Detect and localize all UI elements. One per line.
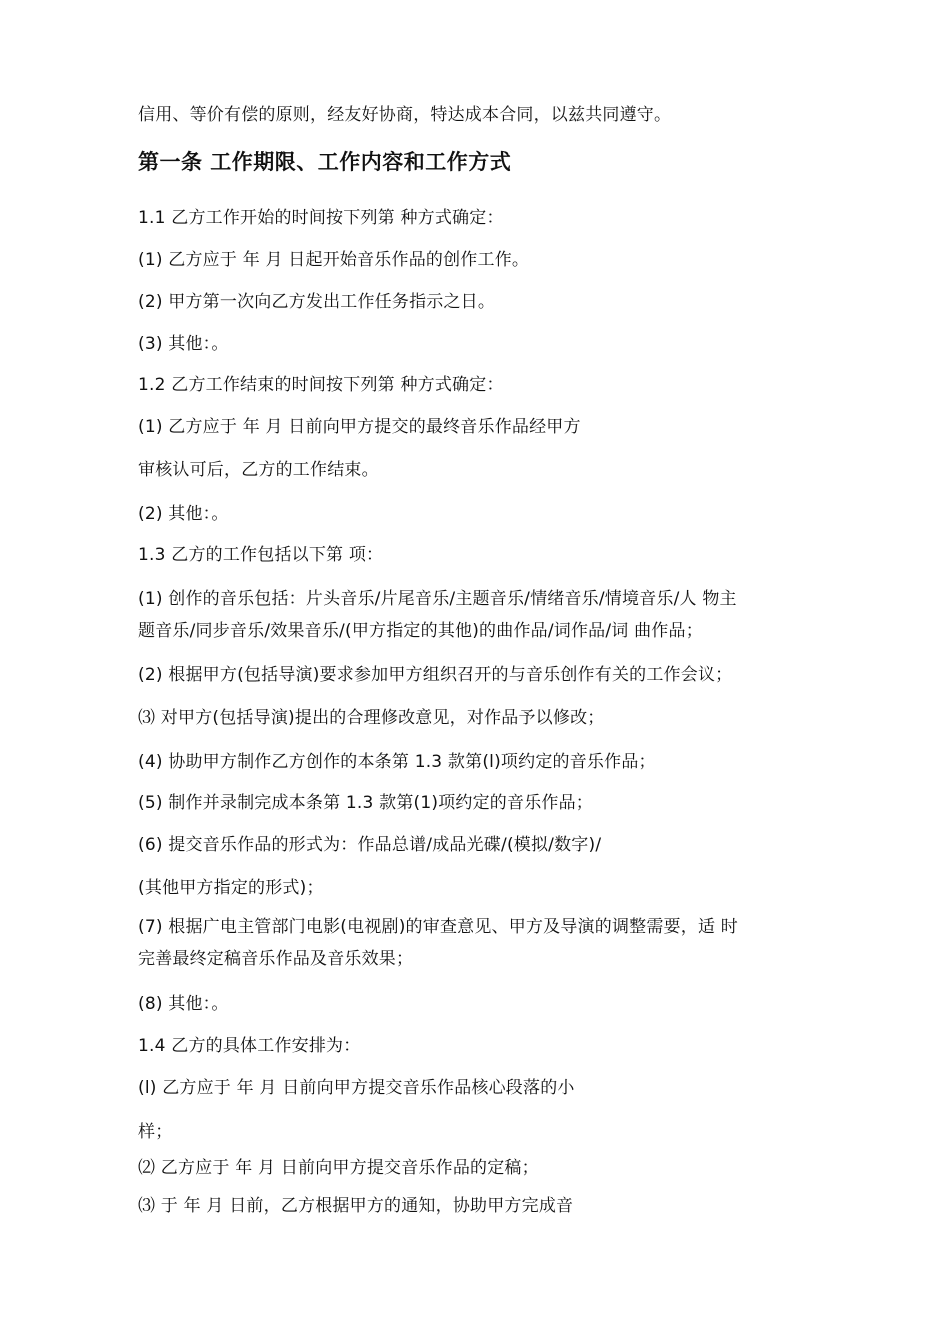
- clause-1-3-item-4: (4) 协助甲方制作乙方创作的本条第 1.3 款第(l)项约定的音乐作品；: [138, 752, 656, 772]
- clause-1-2-item-1: (1) 乙方应于 年 月 日前向甲方提交的最终音乐作品经甲方: [138, 417, 581, 437]
- clause-1-3-item-7: (7) 根据广电主管部门电影(电视剧)的审查意见、甲方及导演的调整需要，适 时: [138, 917, 738, 937]
- clause-1-3-item-1: (1) 创作的音乐包括：片头音乐/片尾音乐/主题音乐/情绪音乐/情境音乐/人 物主: [138, 589, 737, 609]
- clause-1-3: 1.3 乙方的工作包括以下第 项：: [138, 545, 384, 565]
- clause-1-3-item-3: ⑶ 对甲方(包括导演)提出的合理修改意见，对作品予以修改；: [138, 708, 605, 728]
- clause-1-4-item-1-cont: 样；: [138, 1122, 173, 1142]
- clause-1-4-item-1: (l) 乙方应于 年 月 日前向甲方提交音乐作品核心段落的小: [138, 1078, 575, 1098]
- clause-1-1: 1.1 乙方工作开始的时间按下列第 种方式确定：: [138, 208, 504, 228]
- clause-1-4-item-3: ⑶ 于 年 月 日前，乙方根据甲方的通知，协助甲方完成音: [138, 1196, 574, 1216]
- clause-1-2-item-2: (2) 其他：。: [138, 504, 229, 524]
- intro-paragraph: 信用、等价有偿的原则，经友好协商，特达成本合同，以兹共同遵守。: [138, 105, 672, 125]
- clause-1-4: 1.4 乙方的具体工作安排为：: [138, 1036, 361, 1056]
- clause-1-3-item-1-cont: 题音乐/同步音乐/效果音乐/(甲方指定的其他)的曲作品/词作品/词 曲作品；: [138, 621, 703, 641]
- clause-1-3-item-5: (5) 制作并录制完成本条第 1.3 款第(1)项约定的音乐作品；: [138, 793, 594, 813]
- clause-1-1-item-1: (1) 乙方应于 年 月 日起开始音乐作品的创作工作。: [138, 250, 530, 270]
- article-heading: 第一条 工作期限、工作内容和工作方式: [138, 150, 512, 174]
- clause-1-1-item-3: (3) 其他：。: [138, 334, 229, 354]
- clause-1-3-item-6: (6) 提交音乐作品的形式为：作品总谱/成品光碟/(模拟/数字)/: [138, 835, 602, 855]
- clause-1-3-item-2: (2) 根据甲方(包括导演)要求参加甲方组织召开的与音乐创作有关的工作会议；: [138, 665, 733, 685]
- clause-1-2: 1.2 乙方工作结束的时间按下列第 种方式确定：: [138, 375, 504, 395]
- clause-1-1-item-2: (2) 甲方第一次向乙方发出工作任务指示之日。: [138, 292, 496, 312]
- clause-1-2-item-1-cont: 审核认可后，乙方的工作结束。: [138, 460, 379, 480]
- clause-1-4-item-2: ⑵ 乙方应于 年 月 日前向甲方提交音乐作品的定稿；: [138, 1158, 539, 1178]
- clause-1-3-item-8: (8) 其他：。: [138, 994, 229, 1014]
- clause-1-3-item-7-cont: 完善最终定稿音乐作品及音乐效果；: [138, 949, 414, 969]
- clause-1-3-item-6-cont: (其他甲方指定的形式)；: [138, 878, 324, 898]
